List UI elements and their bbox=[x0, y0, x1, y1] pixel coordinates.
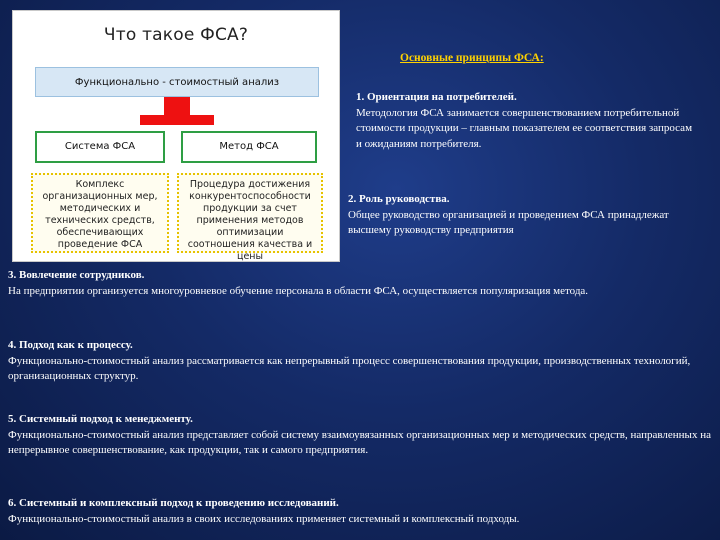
principle-text: Функционально-стоимостный анализ в своих исследованиях применяет системный и комплексный подходы. bbox=[8, 512, 520, 525]
principle-text: Функционально-стоимостный анализ представляет собой систему взаимоувязанных организационных мер и методических средств, направленных на непрерывное совершенствование, как продукции, так и самого предприятия. bbox=[8, 428, 711, 456]
principles-heading: Основные принципы ФСА: bbox=[400, 52, 544, 64]
diagram-top-bar: Функционально - стоимостный анализ bbox=[35, 67, 319, 97]
split-arrow-icon bbox=[164, 97, 190, 115]
system-fsa-box: Система ФСА bbox=[35, 131, 165, 163]
principle-text: Общее руководство организацией и проведением ФСА принадлежат высшему руководству предприятия bbox=[348, 208, 669, 236]
split-arrow-bar bbox=[140, 115, 214, 125]
principle-title: 3. Вовлечение сотрудников. bbox=[8, 269, 145, 281]
method-fsa-box: Метод ФСА bbox=[181, 131, 317, 163]
principle-2 bbox=[348, 192, 698, 239]
principle-text: Функционально-стоимостный анализ рассматривается как непрерывный процесс совершенствования продукции, производственных технологий, организационных структур. bbox=[8, 354, 691, 382]
principle-3 bbox=[8, 268, 713, 299]
method-fsa-description: Процедура достижения конкурентоспособности продукции за счет применения методов оптимизации соотношения качества и цены bbox=[177, 173, 323, 253]
principle-title: 1. Ориентация на потребителей. bbox=[356, 91, 517, 103]
principle-5 bbox=[8, 412, 713, 459]
principle-4 bbox=[8, 338, 713, 385]
principle-title: 2. Роль руководства. bbox=[348, 193, 450, 205]
diagram-title: Что такое ФСА? bbox=[103, 25, 249, 45]
principle-title: 6. Системный и комплексный подход к проведению исследований. bbox=[8, 497, 339, 509]
principle-title: 4. Подход как к процессу. bbox=[8, 339, 133, 351]
system-fsa-description: Комплекс организационных мер, методических и технических средств, обеспечивающих проведение ФСА bbox=[31, 173, 169, 253]
principle-title: 5. Системный подход к менеджменту. bbox=[8, 413, 193, 425]
principle-1 bbox=[355, 90, 695, 152]
principle-6 bbox=[8, 496, 713, 527]
principle-text: Методология ФСА занимается совершенствованием потребительной стоимости продукции – главным показателем ее соответствия запросам и ожиданиям потребителя. bbox=[356, 106, 693, 150]
principle-text: На предприятии организуется многоуровневое обучение персонала в области ФСА, осуществляется популяризация метода. bbox=[8, 284, 589, 297]
fsa-diagram bbox=[12, 10, 340, 262]
